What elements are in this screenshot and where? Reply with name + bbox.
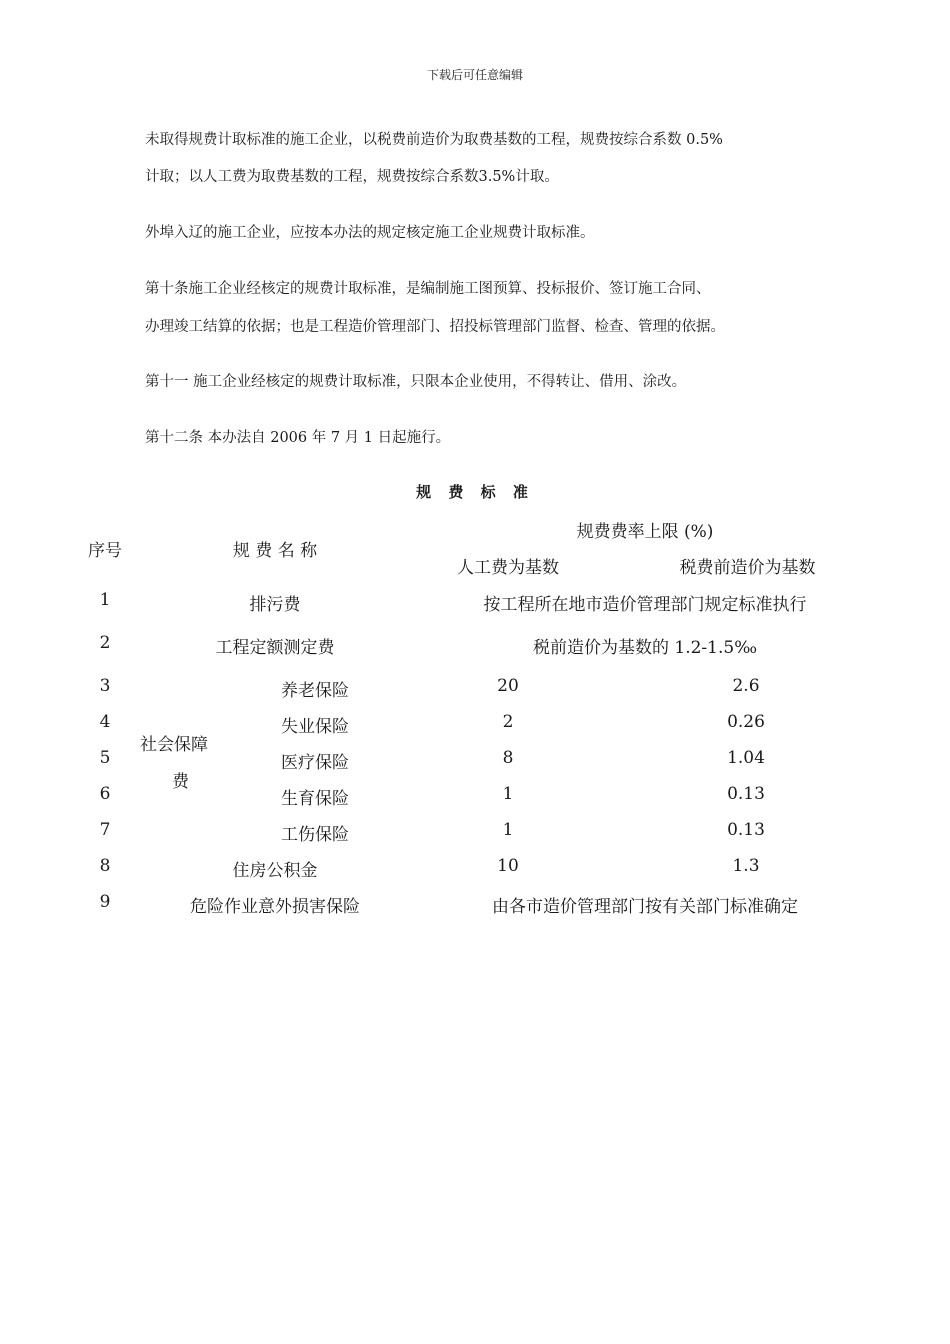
- row-name: 排污费: [249, 595, 301, 615]
- row-merged-rate: 由各市造价管理部门按有关部门标准确定: [492, 897, 798, 917]
- row-merged-rate: 按工程所在地市造价管理部门规定标准执行: [483, 595, 807, 615]
- row-name: 住房公积金: [232, 861, 318, 881]
- row-name: 养老保险: [281, 681, 349, 701]
- group-label: 社会保障: [140, 735, 208, 755]
- table-title: 规 费 标 准: [416, 483, 534, 501]
- page-header: 下载后可任意编辑: [426, 68, 523, 82]
- row-name: 医疗保险: [281, 753, 349, 773]
- row-pretax: 1.04: [727, 748, 765, 768]
- row-name: 工伤保险: [281, 825, 349, 845]
- row-pretax: 1.3: [732, 856, 760, 876]
- row-name: 生育保险: [281, 789, 349, 809]
- row-seq: 4: [99, 712, 111, 732]
- header-labor: 人工费为基数: [457, 558, 559, 578]
- paragraph-line: 第十一 施工企业经核定的规费计取标准，只限本企业使用，不得转让、借用、涂改。: [145, 374, 687, 390]
- paragraph-line: 计取；以人工费为取费基数的工程，规费按综合系数3.5%计取。: [145, 169, 559, 185]
- row-seq: 2: [99, 633, 111, 653]
- row-seq: 8: [99, 856, 111, 876]
- paragraph-line: 第十条施工企业经核定的规费计取标准，是编制施工图预算、投标报价、签订施工合同、: [145, 281, 711, 297]
- row-merged-rate: 税前造价为基数的 1.2-1.5‰: [532, 638, 758, 658]
- row-pretax: 0.13: [727, 784, 765, 804]
- row-name: 工程定额测定费: [215, 638, 335, 658]
- paragraph-line: 未取得规费计取标准的施工企业，以税费前造价为取费基数的工程，规费按综合系数 0.5%: [145, 132, 723, 148]
- row-seq: 7: [99, 820, 111, 840]
- paragraph-line: 外埠入辽的施工企业，应按本办法的规定核定施工企业规费计取标准。: [145, 225, 595, 241]
- row-labor: 1: [502, 784, 514, 804]
- row-labor: 1: [502, 820, 514, 840]
- row-seq: 9: [99, 892, 111, 912]
- header-name: 规 费 名 称: [232, 541, 318, 561]
- row-labor: 2: [502, 712, 514, 732]
- header-pretax: 税费前造价为基数: [679, 558, 816, 578]
- paragraph-line: 第十二条 本办法自 2006 年 7 月 1 日起施行。: [145, 430, 451, 446]
- group-label: 费: [172, 772, 189, 792]
- row-pretax: 0.13: [727, 820, 765, 840]
- row-name: 失业保险: [281, 717, 349, 737]
- header-seq: 序号: [88, 541, 122, 561]
- row-pretax: 0.26: [727, 712, 765, 732]
- row-seq: 1: [99, 590, 111, 610]
- row-name: 危险作业意外损害保险: [190, 897, 360, 917]
- row-labor: 20: [497, 676, 519, 696]
- row-seq: 3: [99, 676, 111, 696]
- header-rate-group: 规费费率上限 (%): [576, 522, 714, 542]
- row-seq: 5: [99, 748, 111, 768]
- row-labor: 8: [502, 748, 514, 768]
- row-labor: 10: [497, 856, 519, 876]
- paragraph-line: 办理竣工结算的依据；也是工程造价管理部门、招投标管理部门监督、检查、管理的依据。: [145, 319, 725, 335]
- row-pretax: 2.6: [732, 676, 760, 696]
- row-seq: 6: [99, 784, 111, 804]
